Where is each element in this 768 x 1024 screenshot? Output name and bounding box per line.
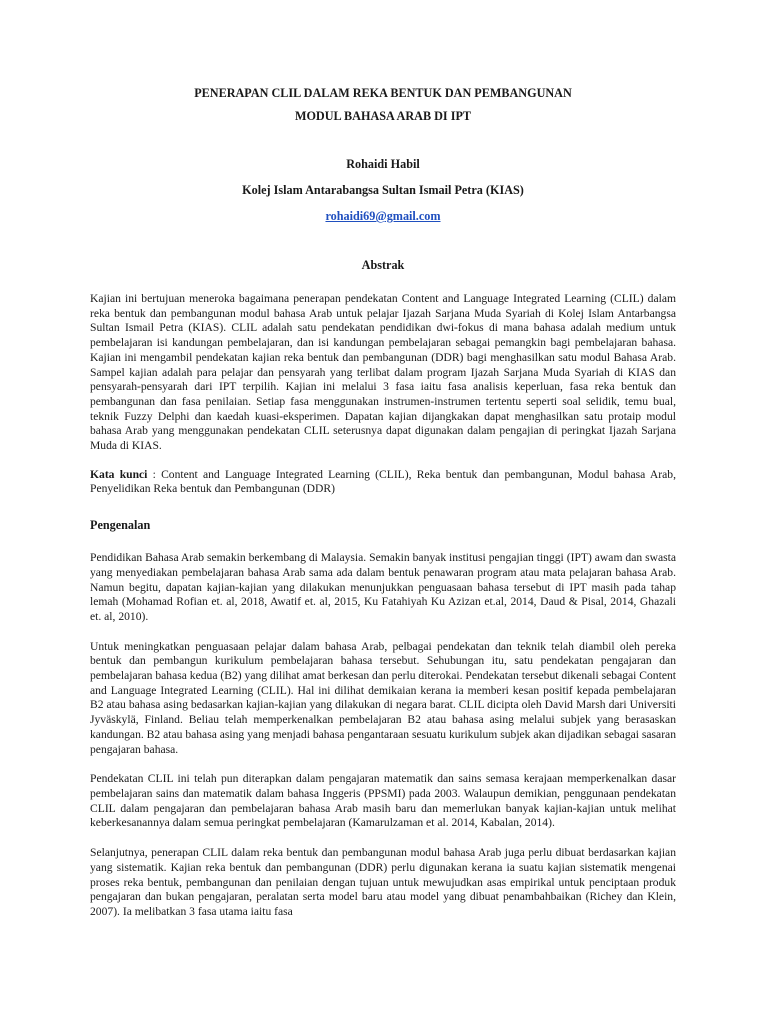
abstract-heading: Abstrak [361, 258, 405, 272]
keywords-separator: : [147, 467, 162, 481]
document-page [90, 86, 676, 920]
author-email-line [90, 209, 676, 223]
author-affiliation: Kolej Islam Antarabangsa Sultan Ismail Petra (KIAS) [242, 183, 524, 197]
introduction-heading: Pengenalan [90, 518, 151, 533]
keywords-paragraph [90, 468, 676, 497]
author-name: Rohaidi Habil [346, 157, 420, 171]
intro-paragraph-3: Pendekatan CLIL ini telah pun diterapkan dalam pengajaran matematik dan sains semasa kerajaan memperkenalkan dasar pembelajaran sains dan matematik dalam bahasa Inggeris (PPSMI) pada 2003. Walaupun demikian, penggunaan pendekatan CLIL dalam pengajaran dan pembelajaran bahasa Arab masih baru dan memerlukan banyak kajian-kajian untuk melihat keberkesanannya dalam semua peringkat pembelajaran (Kamarulzaman et al. 2014, Kabalan, 2014). [90, 772, 676, 830]
keywords-label: Kata kunci [90, 467, 148, 481]
author-email-link[interactable]: rohaidi69@gmail.com [325, 209, 441, 223]
intro-paragraph-4: Selanjutnya, penerapan CLIL dalam reka bentuk dan pembangunan modul bahasa Arab juga perlu dibuat berdasarkan kajian yang sistematik. Kajian reka bentuk dan pembangunan (DDR) perlu digunakan kerana ia suatu kajian sistematik mengenai proses reka bentuk, pembangunan dan penilaian dengan tujuan untuk mewujudkan asas empirikal untuk penciptaan produk pengajaran dan bukan pengajaran, peralatan serta model baru atau model yang dibuat penambahbaikan (Richey dan Klein, 2007). Ia melibatkan 3 fasa utama iaitu fasa [90, 846, 676, 918]
title-line-2: MODUL BAHASA ARAB DI IPT [294, 109, 472, 123]
intro-paragraph-1: Pendidikan Bahasa Arab semakin berkembang di Malaysia. Semakin banyak institusi pengajian tinggi (IPT) awam dan swasta yang menyediakan pembelajaran bahasa Arab sama ada dalam bentuk penawaran program atau mata pelajaran bahasa Arab. Namun begitu, dapatan kajian-kajian yang dilakukan menunjukkan penguasaan bahasa tersebut di IPT masih pada tahap lemah (Mohamad Rofian et. al, 2018, Awatif et. al, 2015, Ku Fatahiyah Ku Azizan et.al, 2014, Daud & Pisal, 2014, Ghazali et. al, 2010). [90, 551, 676, 623]
keywords-text: Content and Language Integrated Learning (CLIL), Reka bentuk dan pembangunan, Modul bahasa Arab, Penyelidikan Reka bentuk dan Pembangunan (DDR) [90, 467, 676, 496]
abstract-body: Kajian ini bertujuan meneroka bagaimana penerapan pendekatan Content and Language Integrated Learning (CLIL) dalam reka bentuk dan pembangunan modul bahasa Arab untuk pelajar Ijazah Sarjana Muda Syariah di Kolej Islam Antarbangsa Sultan Ismail Petra (KIAS). CLIL adalah satu pendekatan pendidikan dwi-fokus di mana bahasa adalah medium untuk pembelajaran isi kandungan pembelajaran, dan isi kandungan pembelajaran sebagai pemangkin bagi pembelajaran bahasa. Kajian ini mengambil pendekatan kajian reka bentuk dan pembangunan (DDR) bagi menghasilkan satu modul Bahasa Arab. Sampel kajian adalah para pelajar dan pensyarah yang terlibat dalam program Ijazah Sarjana Muda Syariah di KIAS dan pensyarah-pensyarah dari IPT terpilih. Kajian ini melalui 3 fasa iaitu fasa analisis keperluan, fasa reka bentuk dan pembangunan dan fasa penilaian. Setiap fasa menggunakan instrumen-instrumen tertentu seperti soal selidik, temu bual, teknik Fuzzy Delphi dan kaedah kuasi-eksperimen. Dapatan kajian dijangkakan dapat menghasilkan satu protaip modul bahasa Arab yang menggunakan pendekatan CLIL seterusnya dapat digunakan dalam pengajian di peringkat Ijazah Sarjana Muda di KIAS. [90, 292, 676, 453]
intro-paragraph-2: Untuk meningkatkan penguasaan pelajar dalam bahasa Arab, pelbagai pendekatan dan teknik telah diambil oleh pereka bentuk dan pembangun kurikulum pembelajaran bahasa tersebut. Sehubungan itu, satu pendekatan pengajaran dan pembelajaran bahasa kedua (B2) yang dilihat amat berkesan dan perlu diterokai. Pendekatan tersebut dikenali sebagai Content and Language Integrated Learning (CLIL). Hal ini dilihat demikaian kerana ia memberi kesan positif kepada pembelajaran B2 atau bahasa asing bedasarkan kajian-kajian yang dilakukan di negara barat. CLIL dicipta oleh David Marsh dari Universiti Jyväskylä, Finland. Beliau telah memperkenalkan pembelajaran B2 atau bahasa asing melalui subjek yang berasaskan kandungan. B2 atau bahasa asing yang menjadi bahasa pengantaraan sesuatu kurikulum subjek akan dijadikan sebagai sasaran pengajaran bahasa. [90, 639, 676, 756]
title-line-1: PENERAPAN CLIL DALAM REKA BENTUK DAN PEMBANGUNAN [194, 86, 572, 100]
